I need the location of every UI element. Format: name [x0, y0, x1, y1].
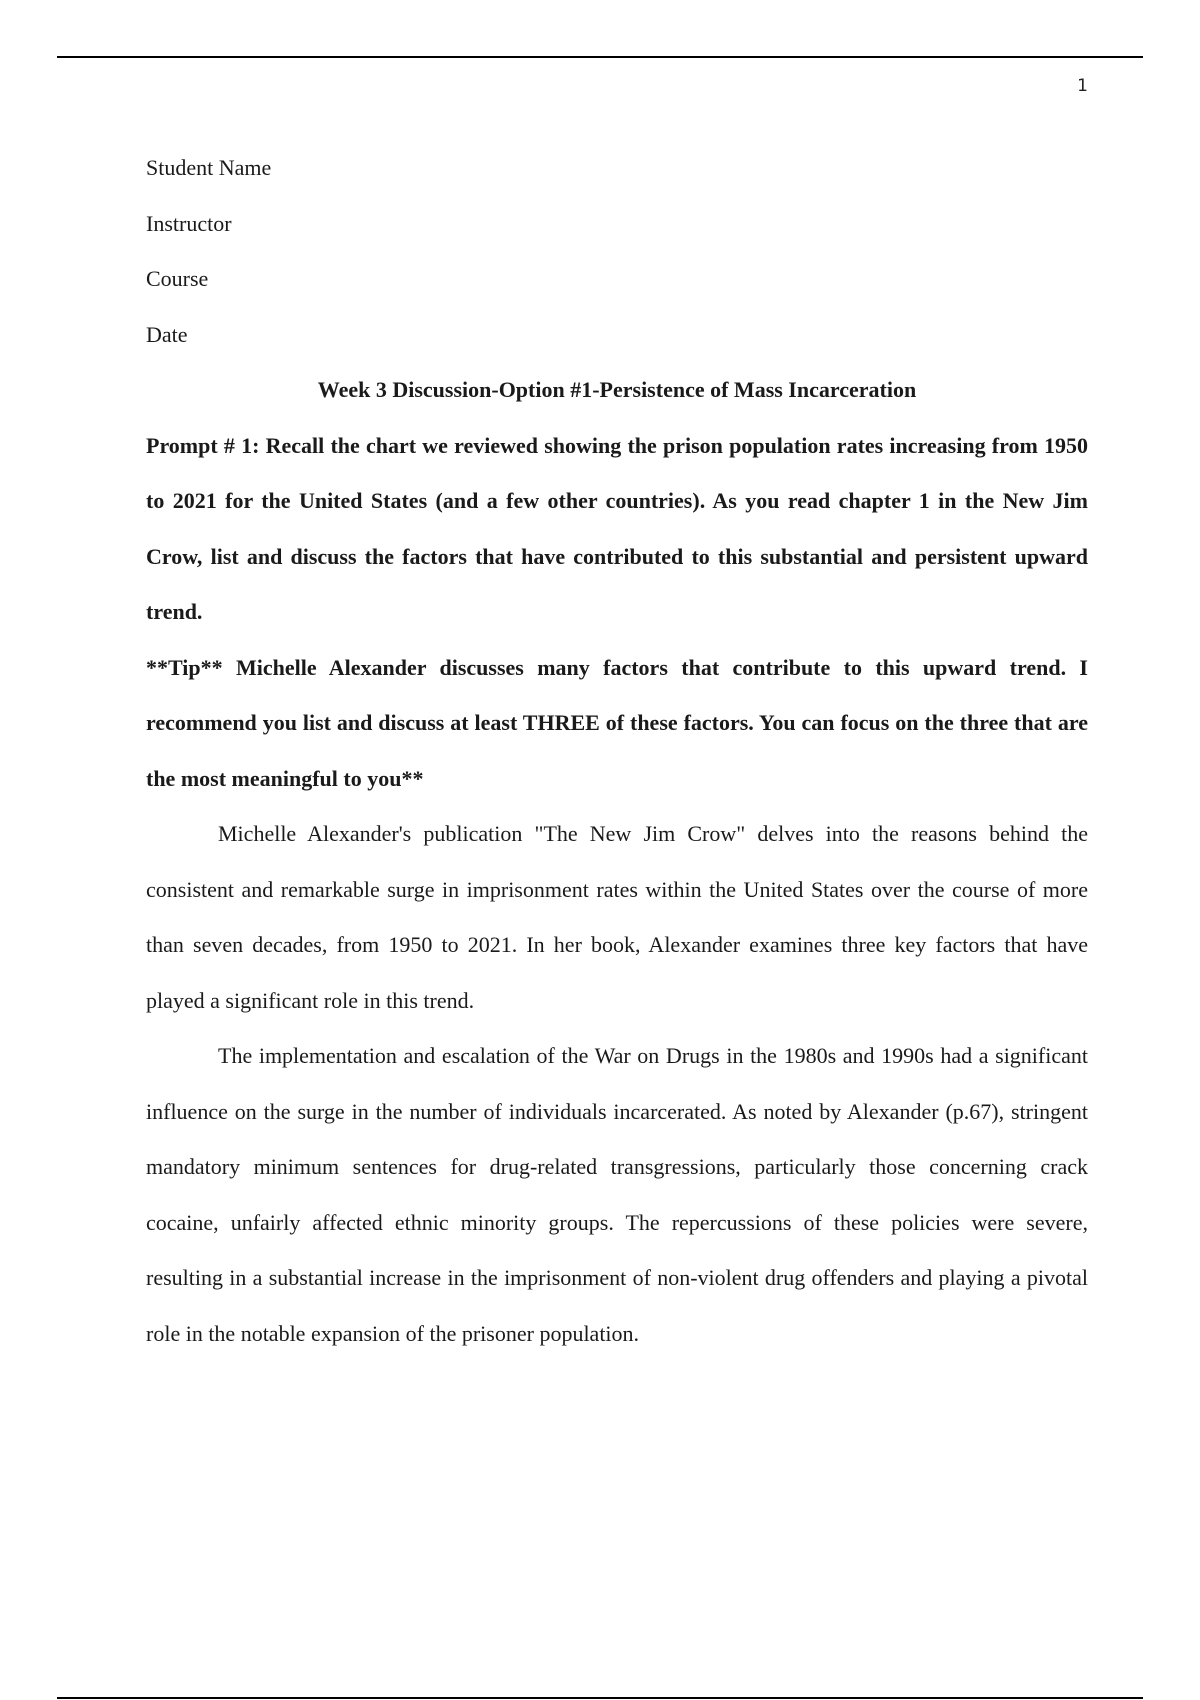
prompt-text: Prompt # 1: Recall the chart we reviewed showing the prison population rates increasing from 1950 to 2021 for the United States (and a few other countries). As you read chapter 1 in the New Jim Crow, list and discuss the factors that have contributed to this substantial and persistent upward trend.	[146, 432, 1088, 624]
instructor: Instructor	[146, 210, 232, 236]
footer-rule	[57, 1697, 1143, 1699]
course: Course	[146, 266, 209, 291]
header-rule	[57, 56, 1143, 58]
tip-text: **Tip** Michelle Alexander discusses many factors that contribute to this upward trend. I recommend you list and discuss at least THREE of these factors. You can focus on the three that are the most meaningful to you**	[146, 654, 1088, 791]
body-paragraph-2: The implementation and escalation of the War on Drugs in the 1980s and 1990s had a significant influence on the surge in the number of individuals incarcerated. As noted by Alexander (p.67), stringent mandatory minimum sentences for drug-related transgressions, particularly those concerning crack cocaine, unfairly affected ethnic minority groups. The repercussions of these policies were severe, resulting in a substantial increase in the imprisonment of non-violent drug offenders and playing a pivotal role in the notable expansion of the prisoner population.	[146, 1043, 1088, 1346]
document-title: Week 3 Discussion-Option #1-Persistence of Mass Incarceration	[317, 377, 917, 402]
student-name: Student Name	[146, 155, 272, 180]
document-body	[146, 140, 1088, 1361]
date: Date	[146, 321, 188, 347]
body-paragraph-1: Michelle Alexander's publication "The New Jim Crow" delves into the reasons behind the consistent and remarkable surge in imprisonment rates within the United States over the course of more than seven decades, from 1950 to 2021. In her book, Alexander examines three key factors that have played a significant role in this trend.	[146, 821, 1088, 1013]
page-number: 1	[1077, 76, 1088, 96]
